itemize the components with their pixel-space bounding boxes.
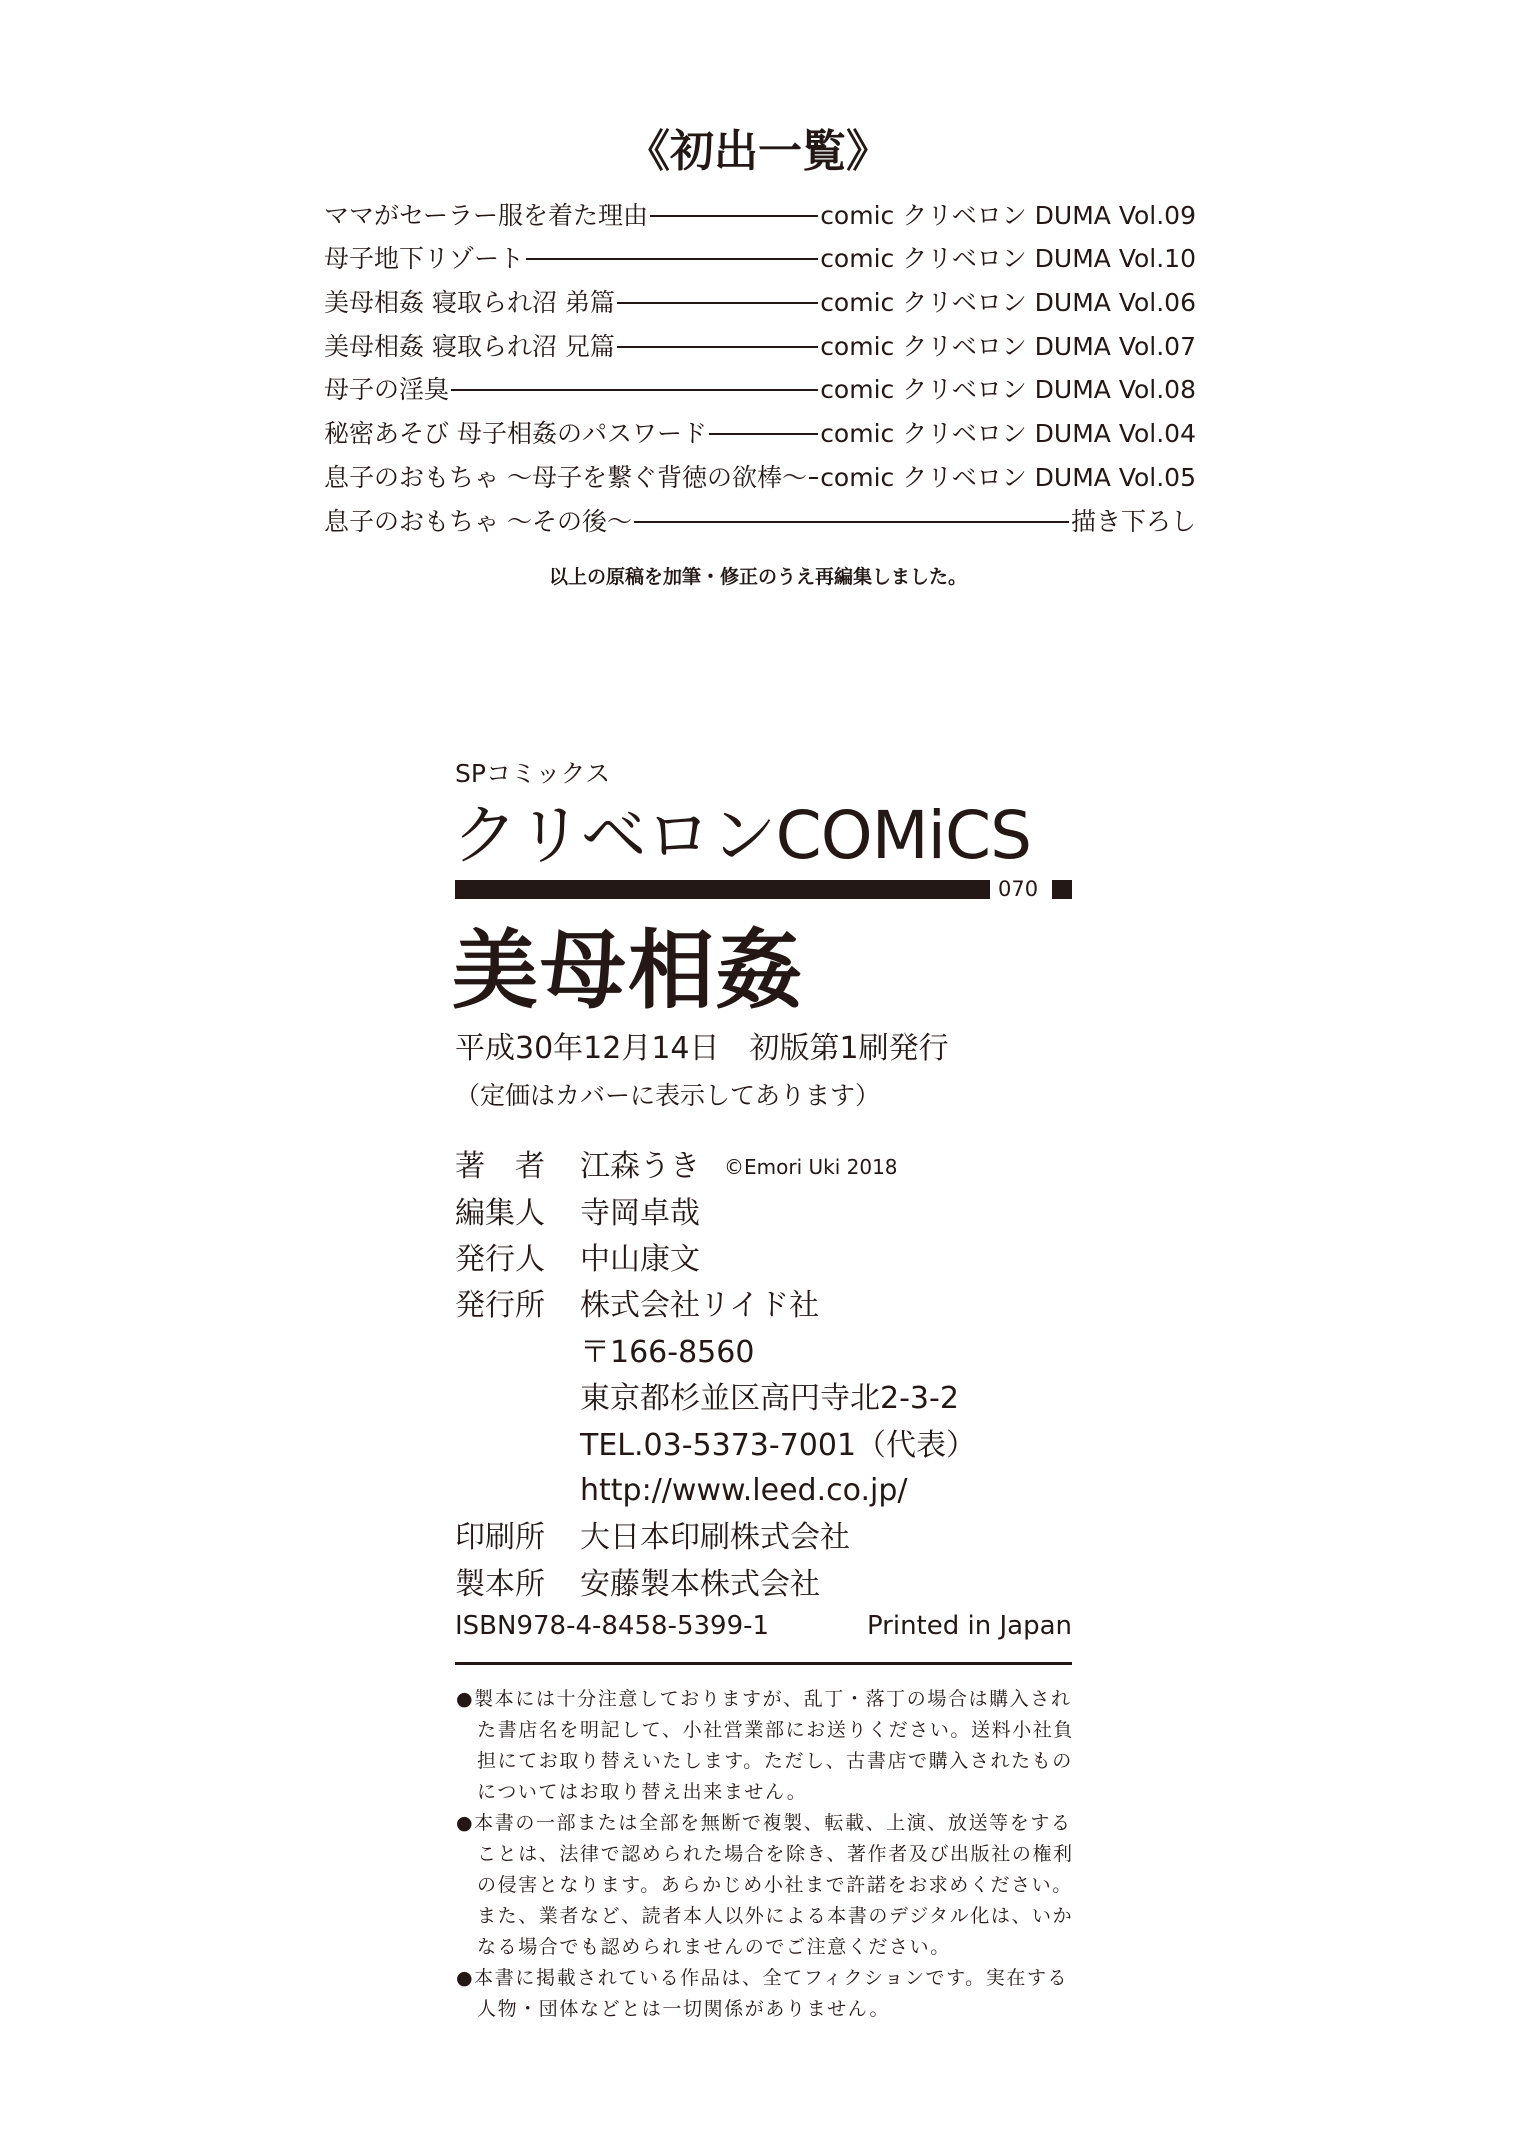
toc-item-title: 美母相姦 寝取られ沼 弟篇 bbox=[324, 288, 615, 317]
toc-item-title: 秘密あそび 母子相姦のパスワード bbox=[324, 419, 707, 448]
credit-label: 著 者 bbox=[455, 1148, 545, 1184]
notice-line: 担にてお取り替えいたします。ただし、古書店で購入されたもの bbox=[477, 1750, 1073, 1772]
series-square bbox=[1052, 880, 1072, 899]
toc-item-source: comic クリベロン DUMA Vol.07 bbox=[820, 332, 1196, 361]
leader-line bbox=[526, 258, 818, 260]
notice-line: ●本書に掲載されている作品は、全てフィクションです。実在する bbox=[456, 1967, 1069, 1989]
toc-item bbox=[324, 460, 1196, 496]
notice-line: なる場合でも認められませんのでご注意ください。 bbox=[477, 1936, 951, 1958]
toc-item-title: 息子のおもちゃ ～母子を繋ぐ背徳の欲棒～ bbox=[324, 463, 807, 492]
series-logo: クリベロンCOMiCS bbox=[452, 797, 1031, 874]
toc-item bbox=[324, 329, 1196, 365]
toc-title: 《初出一覧》 bbox=[626, 126, 890, 177]
credit-label: 発行所 bbox=[455, 1287, 545, 1323]
toc-item-title: 母子の淫臭 bbox=[324, 375, 450, 404]
series-bar bbox=[455, 880, 990, 899]
notice-line: ●本書の一部または全部を無断で複製、転載、上演、放送等をする bbox=[456, 1812, 1072, 1834]
toc-item-source: comic クリベロン DUMA Vol.10 bbox=[820, 244, 1196, 273]
toc-item-source: comic クリベロン DUMA Vol.05 bbox=[820, 463, 1196, 492]
toc-item bbox=[324, 241, 1196, 277]
toc-item bbox=[324, 504, 1196, 540]
credit-row-postal bbox=[455, 1333, 754, 1373]
toc-item-source: 描き下ろし bbox=[1070, 507, 1196, 536]
notice-line: の侵害となります。あらかじめ小社まで許諾をお求めください。 bbox=[477, 1874, 1073, 1896]
leader-line bbox=[451, 389, 818, 391]
notice-line: ことは、法律で認められた場合を除き、著作者及び出版社の権利 bbox=[477, 1843, 1074, 1865]
credit-value: TEL.03-5373-7001（代表） bbox=[580, 1427, 977, 1463]
printed-in: Printed in Japan bbox=[866, 1611, 1072, 1641]
price-note: （定価はカバーに表示してあります） bbox=[455, 1081, 881, 1110]
toc-item-title: ママがセーラー服を着た理由 bbox=[324, 201, 649, 230]
notice-line: また、業者など、読者本人以外による本書のデジタル化は、いか bbox=[477, 1905, 1074, 1927]
toc-item-source: comic クリベロン DUMA Vol.08 bbox=[820, 375, 1196, 404]
credit-value: 安藤製本株式会社 bbox=[580, 1566, 820, 1602]
credit-row-printer bbox=[455, 1518, 850, 1558]
credit-row-publishing-house bbox=[455, 1286, 819, 1326]
credit-value: 中山康文 bbox=[580, 1241, 700, 1277]
copyright: ©Emori Uki 2018 bbox=[724, 1154, 898, 1179]
toc-item-source: comic クリベロン DUMA Vol.09 bbox=[820, 201, 1196, 230]
toc-item bbox=[324, 285, 1196, 321]
credit-label: 印刷所 bbox=[455, 1519, 545, 1555]
toc-item-title: 息子のおもちゃ ～その後～ bbox=[324, 507, 632, 536]
credit-value: 〒166-8560 bbox=[580, 1334, 755, 1370]
toc-item bbox=[324, 372, 1196, 408]
toc-item-title: 美母相姦 寝取られ沼 兄篇 bbox=[324, 332, 615, 361]
notice-line: ●製本には十分注意しておりますが、乱丁・落丁の場合は購入され bbox=[456, 1688, 1072, 1710]
credit-row-url bbox=[455, 1471, 907, 1511]
notice-line: についてはお取り替え出来ません。 bbox=[477, 1781, 808, 1803]
credit-value: 寺岡卓哉 bbox=[580, 1195, 700, 1231]
credit-label: 発行人 bbox=[455, 1241, 545, 1277]
toc-item bbox=[324, 198, 1196, 234]
divider bbox=[455, 1662, 1072, 1665]
notice-line: 人物・団体などとは一切関係がありません。 bbox=[477, 1998, 891, 2020]
leader-line bbox=[709, 433, 818, 435]
toc-item-source: comic クリベロン DUMA Vol.04 bbox=[820, 419, 1196, 448]
series-label: SPコミックス bbox=[455, 759, 611, 788]
credit-row-author bbox=[455, 1147, 898, 1187]
leader-line bbox=[650, 215, 818, 217]
credit-row-editor bbox=[455, 1194, 700, 1234]
toc-note: 以上の原稿を加筆・修正のうえ再編集しました。 bbox=[548, 566, 967, 588]
series-number: 070 bbox=[998, 877, 1039, 901]
toc-item-source: comic クリベロン DUMA Vol.06 bbox=[820, 288, 1196, 317]
isbn: ISBN978-4-8458-5399-1 bbox=[455, 1611, 770, 1641]
leader-line bbox=[617, 346, 818, 348]
credit-row-phone bbox=[455, 1426, 976, 1466]
publication-date: 平成30年12月14日 初版第1刷発行 bbox=[455, 1031, 949, 1066]
credit-value: http://www.leed.co.jp/ bbox=[580, 1472, 908, 1508]
credit-label: 製本所 bbox=[455, 1566, 545, 1602]
credit-row-binder bbox=[455, 1565, 820, 1605]
credit-row-publisher bbox=[455, 1240, 700, 1280]
credit-value: 江森うき bbox=[580, 1148, 700, 1184]
credit-value: 株式会社リイド社 bbox=[580, 1287, 820, 1323]
notice-line: た書店名を明記して、小社営業部にお送りください。送料小社負 bbox=[477, 1719, 1075, 1741]
book-title: 美母相姦 bbox=[452, 921, 804, 1021]
credit-row-address bbox=[455, 1379, 959, 1419]
credit-value: 大日本印刷株式会社 bbox=[580, 1519, 850, 1555]
leader-line bbox=[809, 477, 818, 479]
leader-line bbox=[634, 521, 1069, 523]
credit-value: 東京都杉並区高円寺北2-3-2 bbox=[580, 1380, 959, 1416]
credit-label: 編集人 bbox=[455, 1195, 545, 1231]
toc-item bbox=[324, 416, 1196, 452]
toc-item-title: 母子地下リゾート bbox=[324, 244, 525, 273]
leader-line bbox=[617, 302, 818, 304]
